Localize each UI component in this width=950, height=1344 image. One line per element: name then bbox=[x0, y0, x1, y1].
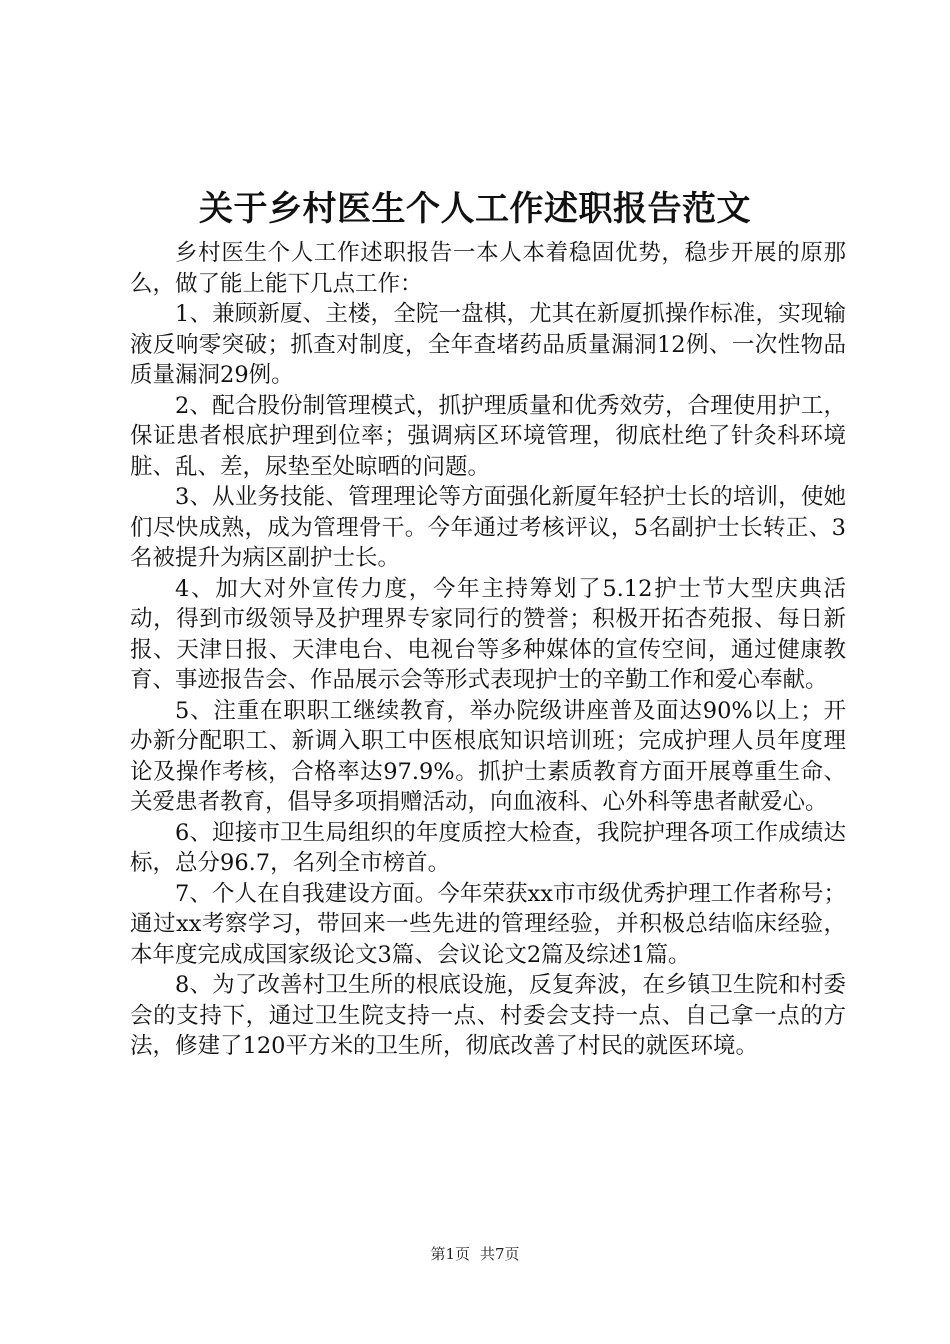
item-paragraph-3: 3、从业务技能、管理理论等方面强化新厦年轻护士长的培训，使她们尽快成熟，成为管理骨干。今年通过考核评议，5名副护士长转正、3名被提升为病区副护士长。 bbox=[130, 484, 846, 571]
page-total: 共7页 bbox=[480, 1245, 520, 1263]
item-paragraph-2: 2、配合股份制管理模式，抓护理质量和优秀效劳，合理使用护工，保证患者根底护理到位率；强调病区环境管理，彻底杜绝了针灸科环境脏、乱、差，尿垫至处晾晒的问题。 bbox=[130, 392, 846, 480]
item-paragraph-4: 4、加大对外宣传力度，今年主持筹划了5.12护士节大型庆典活动，得到市级领导及护理界专家同行的赞誉；积极开拓杏苑报、每日新报、天津日报、天津电台、电视台等多种媒体的宣传空间，通过健康教育、事迹报告会、作品展示会等形式表现护士的辛勤工作和爱心奉献。 bbox=[130, 575, 846, 693]
item-paragraph-5: 5、注重在职职工继续教育，举办院级讲座普及面达90%以上；开办新分配职工、新调入职工中医根底知识培训班；完成护理人员年度理论及操作考核，合格率达97.9%。抓护士素质教育方面开展尊重生命、关爱患者教育，倡导多项捐赠活动，向血液科、心外科等患者献爱心。 bbox=[130, 697, 846, 815]
item-paragraph-8: 8、为了改善村卫生所的根底设施，反复奔波，在乡镇卫生院和村委会的支持下，通过卫生院支持一点、村委会支持一点、自己拿一点的方法，修建了120平方米的卫生所，彻底改善了村民的就医环境。 bbox=[130, 972, 846, 1059]
intro-paragraph: 乡村医生个人工作述职报告一本人本着稳固优势，稳步开展的原那么，做了能上能下几点工作： bbox=[130, 240, 846, 297]
page-footer bbox=[0, 1243, 950, 1265]
page-number: 第1页 bbox=[430, 1245, 470, 1263]
document-body bbox=[130, 238, 846, 1062]
item-paragraph-6: 6、迎接市卫生局组织的年度质控大检查，我院护理各项工作成绩达标，总分96.7，名列全市榜首。 bbox=[130, 819, 846, 876]
document-title: 关于乡村医生个人工作述职报告范文 bbox=[199, 189, 751, 229]
item-paragraph-7: 7、个人在自我建设方面。今年荣获xx市市级优秀护理工作者称号；通过xx考察学习，带回来一些先进的管理经验，并积极总结临床经验，本年度完成成国家级论文3篇、会议论文2篇及综述1篇。 bbox=[130, 880, 846, 968]
item-paragraph-1: 1、兼顾新厦、主楼，全院一盘棋，尤其在新厦抓操作标准，实现输液反响零突破；抓查对制度，全年查堵药品质量漏洞12例、一次性物品质量漏洞29例。 bbox=[130, 301, 846, 388]
